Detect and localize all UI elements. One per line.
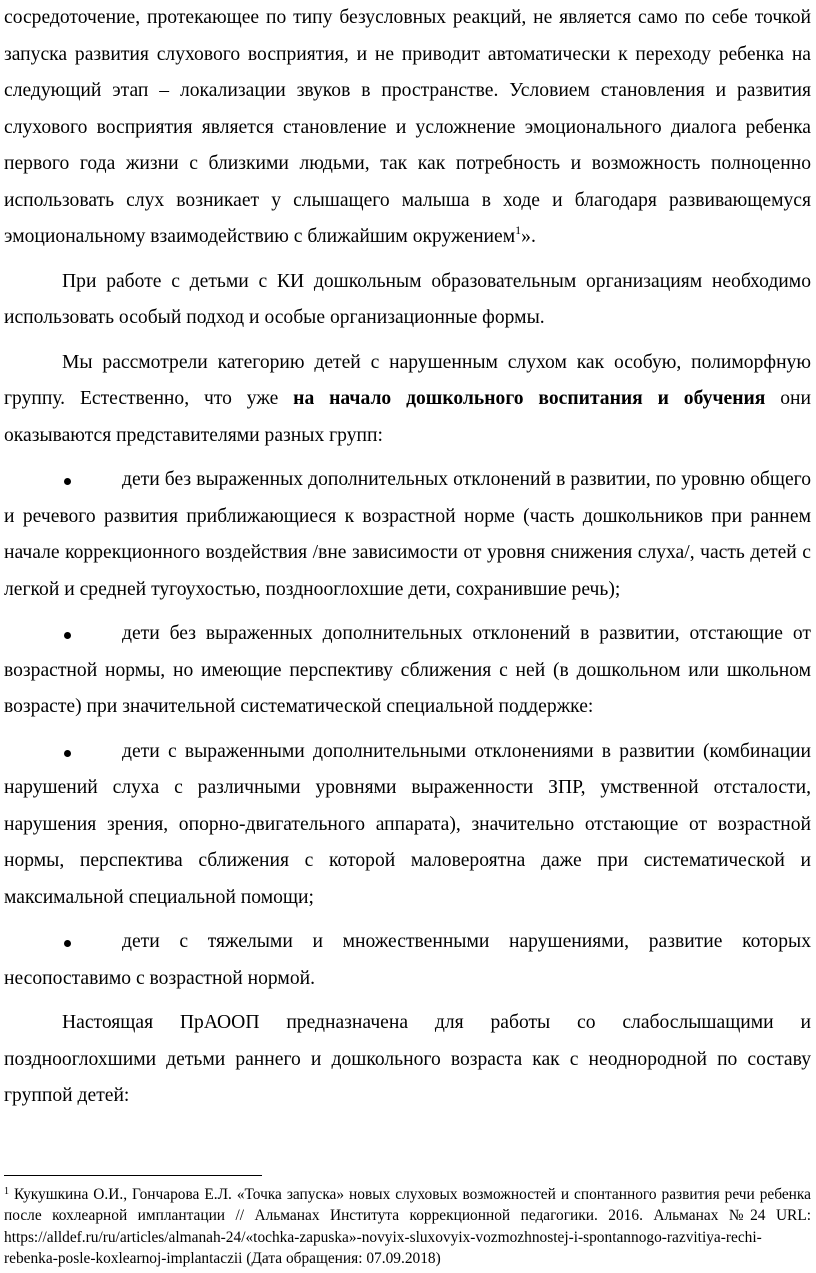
list-item-text: дети без выраженных дополнительных отклонений в развитии, по уровню общего и речевого развития приближающиеся к возрастной норме (часть дошкольников при раннем начале коррекционного воздействия /вне зависимости от уровня снижения слуха/, часть детей с легкой и средней тугоухостью, позднооглохшие дети, сохранившие речь);: [4, 469, 811, 600]
footnote-text: Кукушкина О.И., Гончарова Е.Л. «Точка запуска» новых слуховых возможностей и спонтанного развития речи ребенка после кохлеарной имплантации // Альманах Института коррекционной педагогики. 2016. Альманах №24 URL: https://alldef.ru/ru/articles/almanah-24/«tochka-zapuska»-novyix-sluxovyix-vozmozhnostej-i-spontannogo-razvitiya-rechi-rebenka-posle-koxlearnoj-implantaczii (Дата обращения: 07.09.2018): [4, 1186, 811, 1267]
list-item-text: дети с тяжелыми и множественными нарушениями, развитие которых несопоставимо с возрастной нормой.: [4, 931, 811, 989]
paragraph-groups-intro: [4, 345, 811, 455]
paragraph-program-purpose: Настоящая ПрАООП предназначена для работы со слабослышащими и позднооглохшими детьми раннего и дошкольного возраста как с неоднородной по составу группой детей:: [4, 1012, 811, 1106]
list-item: [4, 734, 811, 917]
footnote-separator: [4, 1175, 262, 1176]
list-item: [4, 616, 811, 726]
bullet-icon: [64, 940, 71, 947]
footnote-number: 1: [4, 1186, 9, 1197]
groups-intro-end: они оказываются представителями разных групп:: [4, 388, 812, 446]
footnote-reference[interactable]: 1: [515, 223, 522, 237]
bullet-icon: [64, 632, 71, 639]
groups-intro-bold: на начало дошкольного воспитания и обучения: [293, 388, 766, 409]
list-item: [4, 462, 811, 608]
paragraph-continuation: [4, 0, 811, 256]
paragraph-tail: ».: [521, 226, 536, 247]
list-item: [4, 924, 811, 997]
bullet-icon: [64, 750, 71, 757]
list-item-text: дети с выраженными дополнительными отклонениями в развитии (комбинации нарушений слуха с различными уровнями выраженности ЗПР, умственной отсталости, нарушения зрения, опорно-двигательного аппарата), значительно отстающие от возрастной нормы, перспектива сближения с которой маловероятна даже при систематической и максимальной специальной помощи;: [4, 740, 811, 908]
list-item-text: дети без выраженных дополнительных отклонений в развитии, отстающие от возрастной нормы, но имеющие перспективу сближения с ней (в дошкольном или школьном возрасте) при значительной систематической специальной поддержке:: [4, 623, 811, 717]
paragraph-text: сосредоточение, протекающее по типу безусловных реакций, не является само по себе точкой запуска развития слухового восприятия, и не приводит автоматически к переходу ребенка на следующий этап – локализации звуков в пространстве. Условием становления и развития слухового восприятия является становление и усложнение эмоционального диалога ребенка первого года жизни с близкими людьми, так как потребность и возможность полноценно использовать слух возникает у слышащего малыша в ходе и благодаря развивающемуся эмоциональному взаимодействию с ближайшим окружением: [4, 7, 811, 247]
main-text: [4, 0, 811, 1115]
bullet-icon: [64, 478, 71, 485]
paragraph-ki-approach: При работе с детьми с КИ дошкольным образовательным организациям необходимо использовать особый подход и особые организационные формы.: [4, 270, 811, 328]
groups-intro-start: Мы рассмотрели категорию детей с нарушенным слухом как особую, полиморфную группу. Естественно, что уже: [4, 351, 811, 409]
footnote: [4, 1184, 811, 1269]
